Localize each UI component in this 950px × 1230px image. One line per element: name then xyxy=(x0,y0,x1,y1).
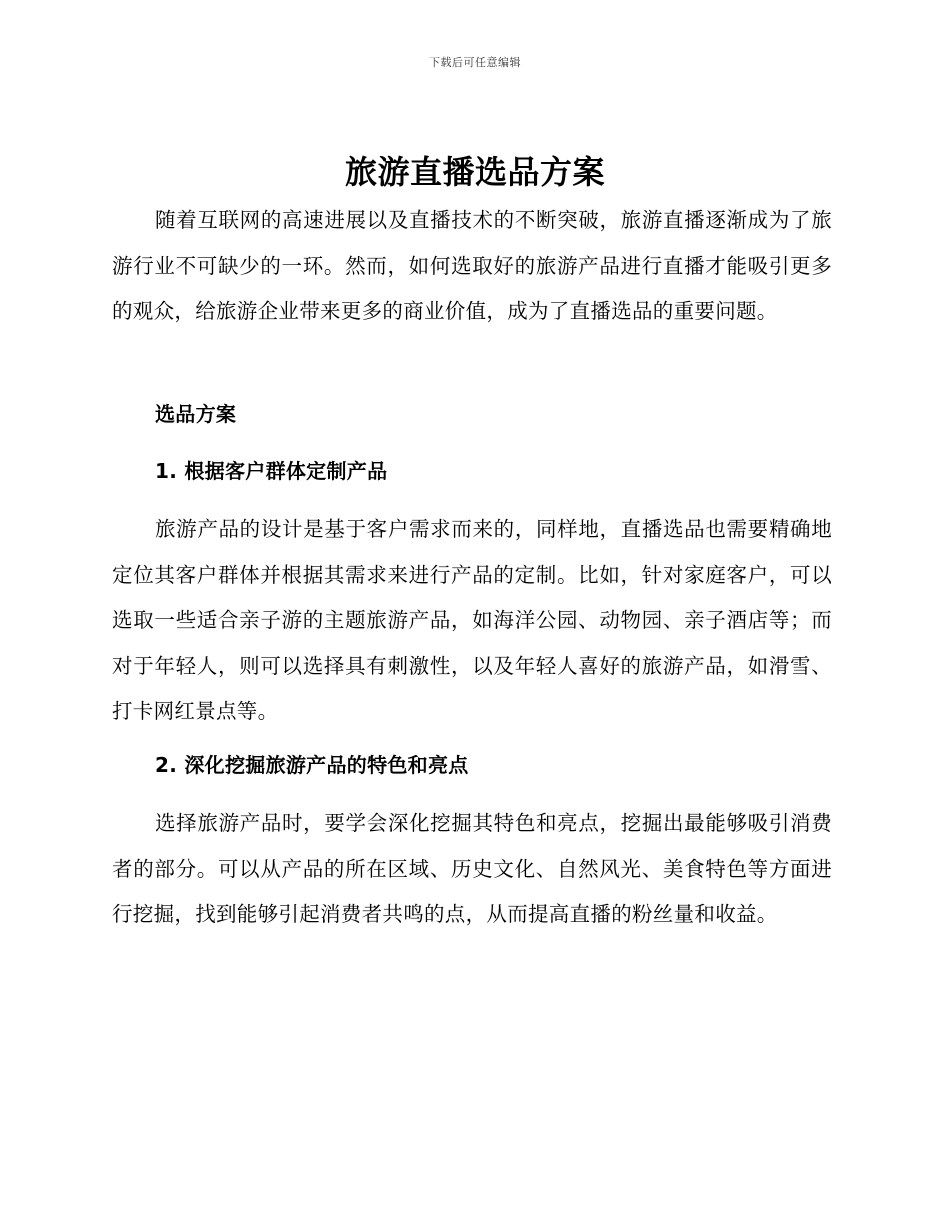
subsection-paragraph-2: 选择旅游产品时，要学会深化挖掘其特色和亮点，挖掘出最能够吸引消费者的部分。可以从产品的所在区域、历史文化、自然风光、美食特色等方面进行挖掘，找到能够引起消费者共鸣的点，从而提高直播的粉丝量和收益。 xyxy=(112,811,832,926)
subsection-heading-2: 2. 深化挖掘旅游产品的特色和亮点 xyxy=(155,753,469,777)
header-note: 下载后可任意编辑 xyxy=(429,56,521,69)
subsection-paragraph-1: 旅游产品的设计是基于客户需求而来的，同样地，直播选品也需要精确地定位其客户群体并根据其需求来进行产品的定制。比如，针对家庭客户，可以选取一些适合亲子游的主题旅游产品，如海洋公园、动物园、亲子酒店等；而对于年轻人，则可以选择具有刺激性，以及年轻人喜好的旅游产品，如滑雪、打卡网红景点等。 xyxy=(112,517,832,723)
intro-paragraph: 随着互联网的高速进展以及直播技术的不断突破，旅游直播逐渐成为了旅游行业不可缺少的一环。然而，如何选取好的旅游产品进行直播才能吸引更多的观众，给旅游企业带来更多的商业价值，成为了直播选品的重要问题。 xyxy=(112,208,832,323)
subsection-heading-1: 1. 根据客户群体定制产品 xyxy=(155,459,388,483)
document-title: 旅游直播选品方案 xyxy=(344,153,605,191)
section-heading: 选品方案 xyxy=(155,402,237,426)
